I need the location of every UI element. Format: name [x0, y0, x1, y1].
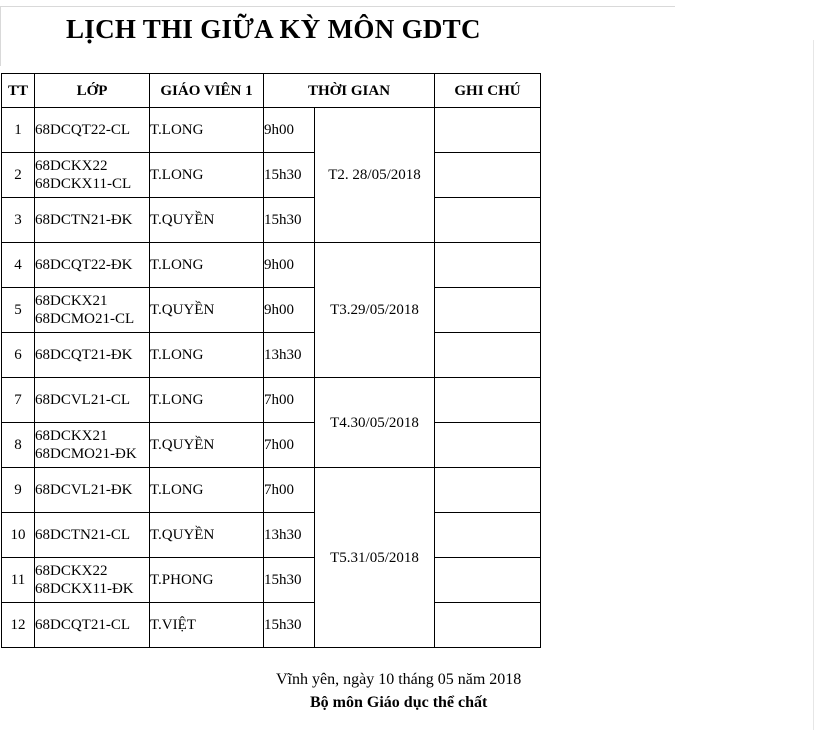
footer-department: Bộ môn Giáo dục thể chất [310, 694, 488, 711]
row-number: 4 [2, 243, 35, 288]
row-number: 9 [2, 468, 35, 513]
time-cell: 15h30 [264, 558, 315, 603]
teacher-cell: T.LONG [150, 468, 264, 513]
header-giao-vien: GIÁO VIÊN 1 [150, 74, 264, 108]
note-cell [435, 378, 541, 423]
class-name: 68DCKX22 [35, 563, 108, 579]
note-cell [435, 153, 541, 198]
time-cell: 15h30 [264, 198, 315, 243]
note-cell [435, 603, 541, 648]
table-row [2, 333, 541, 378]
note-cell [435, 198, 541, 243]
time-cell: 9h00 [264, 243, 315, 288]
header-ghi-chu: GHI CHÚ [435, 74, 541, 108]
teacher-cell: T.LONG [150, 108, 264, 153]
class-name: 68DCVL21-ĐK [35, 482, 133, 498]
exam-schedule-table [1, 73, 541, 648]
header-tt: TT [2, 74, 35, 108]
class-cell [35, 378, 150, 423]
class-cell [35, 468, 150, 513]
time-cell: 7h00 [264, 378, 315, 423]
note-cell [435, 288, 541, 333]
class-cell [35, 333, 150, 378]
row-number: 11 [2, 558, 35, 603]
table-row [2, 603, 541, 648]
class-name: 68DCKX11-CL [35, 176, 132, 192]
row-number: 6 [2, 333, 35, 378]
row-number: 10 [2, 513, 35, 558]
class-cell [35, 513, 150, 558]
table-row [2, 288, 541, 333]
class-cell [35, 603, 150, 648]
class-name: 68DCTN21-CL [35, 527, 130, 543]
table-row [2, 558, 541, 603]
teacher-cell: T.QUYỀN [150, 423, 264, 468]
class-name: 68DCTN21-ĐK [35, 212, 133, 228]
table-row [2, 198, 541, 243]
class-name: 68DCQT21-ĐK [35, 347, 133, 363]
date-cell: T4.30/05/2018 [315, 378, 435, 468]
teacher-cell: T.LONG [150, 333, 264, 378]
row-number: 7 [2, 378, 35, 423]
class-name: 68DCVL21-CL [35, 392, 130, 408]
class-name: 68DCKX11-ĐK [35, 581, 134, 597]
note-cell [435, 558, 541, 603]
teacher-cell: T.LONG [150, 153, 264, 198]
row-number: 12 [2, 603, 35, 648]
class-cell [35, 558, 150, 603]
date-cell: T5.31/05/2018 [315, 468, 435, 648]
table-row [2, 513, 541, 558]
table-row [2, 468, 541, 513]
table-header-row [2, 74, 541, 108]
teacher-cell: T.QUYỀN [150, 198, 264, 243]
class-name: 68DCQT22-CL [35, 122, 130, 138]
class-cell [35, 108, 150, 153]
table-row [2, 153, 541, 198]
note-cell [435, 513, 541, 558]
table-row [2, 243, 541, 288]
row-number: 1 [2, 108, 35, 153]
class-name: 68DCMO21-CL [35, 311, 135, 327]
note-cell [435, 423, 541, 468]
note-cell [435, 243, 541, 288]
time-cell: 15h30 [264, 603, 315, 648]
time-cell: 13h30 [264, 513, 315, 558]
page-title: LỊCH THI GIỮA KỲ MÔN GDTC [66, 14, 481, 44]
time-cell: 13h30 [264, 333, 315, 378]
teacher-cell: T.LONG [150, 243, 264, 288]
note-cell [435, 108, 541, 153]
row-number: 2 [2, 153, 35, 198]
time-cell: 7h00 [264, 468, 315, 513]
class-name: 68DCKX22 [35, 158, 108, 174]
teacher-cell: T.VIỆT [150, 603, 264, 648]
class-name: 68DCQT21-CL [35, 617, 130, 633]
teacher-cell: T.QUYỀN [150, 288, 264, 333]
class-name: 68DCQT22-ĐK [35, 257, 133, 273]
teacher-cell: T.QUYỀN [150, 513, 264, 558]
note-cell [435, 468, 541, 513]
header-thoi-gian: THỜI GIAN [264, 74, 435, 108]
date-cell: T3.29/05/2018 [315, 243, 435, 378]
right-border-line [813, 40, 814, 730]
time-cell: 9h00 [264, 288, 315, 333]
class-cell [35, 423, 150, 468]
row-number: 8 [2, 423, 35, 468]
time-cell: 15h30 [264, 153, 315, 198]
class-name: 68DCMO21-ĐK [35, 446, 137, 462]
teacher-cell: T.LONG [150, 378, 264, 423]
class-cell [35, 198, 150, 243]
time-cell: 7h00 [264, 423, 315, 468]
table-row [2, 108, 541, 153]
note-cell [435, 333, 541, 378]
table-row [2, 423, 541, 468]
time-cell: 9h00 [264, 108, 315, 153]
row-number: 3 [2, 198, 35, 243]
class-cell [35, 153, 150, 198]
top-border-line [0, 6, 675, 7]
class-cell [35, 288, 150, 333]
footer-place-date: Vĩnh yên, ngày 10 tháng 05 năm 2018 [276, 671, 522, 688]
class-name: 68DCKX21 [35, 293, 108, 309]
left-border-line [0, 6, 1, 66]
header-lop: LỚP [35, 74, 150, 108]
date-cell: T2. 28/05/2018 [315, 108, 435, 243]
teacher-cell: T.PHONG [150, 558, 264, 603]
class-cell [35, 243, 150, 288]
table-row [2, 378, 541, 423]
class-name: 68DCKX21 [35, 428, 108, 444]
row-number: 5 [2, 288, 35, 333]
